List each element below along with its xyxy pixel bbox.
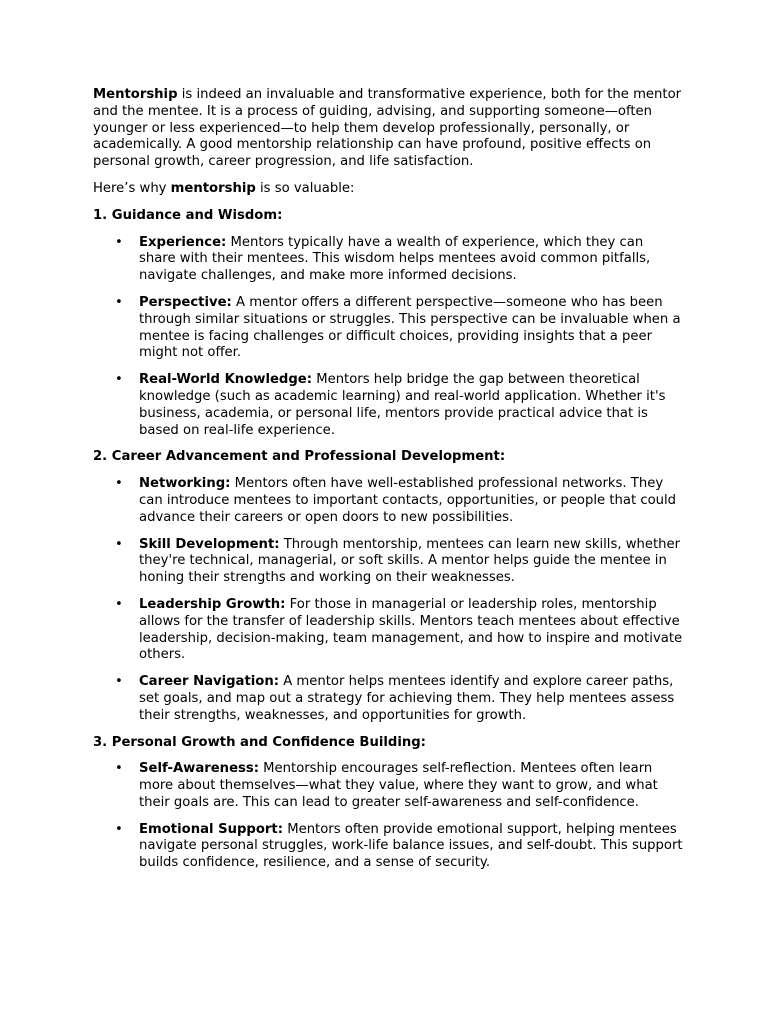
item-text: A mentor offers a different perspective—someone who has been through similar situations or struggles. This perspective can be invaluable when a mentee is facing challenges or difficult choices, providing insights that a peer might not offer. bbox=[139, 294, 681, 361]
item-term: Skill Development: bbox=[139, 536, 280, 552]
item-text: A mentor helps mentees identify and explore career paths, set goals, and map out a strategy for achieving them. They help mentees assess their strengths, weaknesses, and opportunities for growth. bbox=[139, 674, 675, 723]
list-item bbox=[93, 476, 683, 526]
item-term: Networking: bbox=[139, 476, 231, 492]
item-text: Mentors often provide emotional support, helping mentees navigate personal struggles, work-life balance issues, and self-doubt. This support builds confidence, resilience, and a sense of security. bbox=[139, 821, 683, 871]
bullet-list bbox=[93, 235, 683, 440]
item-term: Leadership Growth: bbox=[139, 596, 286, 612]
section-career bbox=[93, 449, 683, 724]
bullet-icon: • bbox=[115, 821, 123, 837]
item-text: Mentors often have well-established professional networks. They can introduce mentees to important contacts, opportunities, or people that could advance their careers or open doors to new possibilities. bbox=[139, 476, 677, 525]
intro-paragraph bbox=[93, 87, 683, 171]
item-text: For those in managerial or leadership roles, mentorship allows for the transfer of leadership skills. Mentors teach mentees about effective leadership, decision-making, team management, and how to inspire and motivate others. bbox=[139, 596, 683, 663]
item-text: Mentors help bridge the gap between theoretical knowledge (such as academic learning) and real-world application. Whether it's business, academia, or personal life, mentors provide practical advice that is based on real-life experience. bbox=[139, 372, 666, 438]
list-item bbox=[93, 597, 683, 664]
bullet-icon: • bbox=[115, 294, 123, 310]
list-item bbox=[93, 372, 683, 439]
why-paragraph bbox=[93, 181, 683, 198]
section-personal-growth bbox=[93, 735, 683, 873]
item-text: Through mentorship, mentees can learn new skills, whether they're technical, managerial, or soft skills. A mentor helps guide the mentee in honing their strengths and working on their weaknesses. bbox=[139, 536, 681, 586]
intro-text: is indeed an invaluable and transformative experience, both for the mentor and the mentee. It is a process of guiding, advising, and supporting someone—often younger or less experienced—to help them develop professionally, personally, or academically. A good mentorship relationship can have profound, positive effects on personal growth, career progression, and life satisfaction. bbox=[93, 87, 682, 170]
why-post: is so valuable: bbox=[255, 180, 355, 196]
item-text: Mentorship encourages self-reflection. Mentees often learn more about themselves—what they value, where they want to grow, and what their goals are. This can lead to greater self-awareness and self-confidence. bbox=[139, 761, 658, 810]
list-item bbox=[93, 235, 683, 285]
list-item bbox=[93, 537, 683, 587]
item-term: Emotional Support: bbox=[139, 821, 284, 837]
document-page bbox=[93, 87, 683, 882]
item-term: Perspective: bbox=[139, 294, 232, 310]
list-item bbox=[93, 674, 683, 724]
item-term: Self-Awareness: bbox=[139, 761, 259, 777]
bullet-icon: • bbox=[115, 234, 123, 250]
why-bold: mentorship bbox=[170, 180, 256, 196]
item-term: Real-World Knowledge: bbox=[139, 372, 313, 388]
list-item bbox=[93, 295, 683, 362]
bullet-list bbox=[93, 476, 683, 724]
intro-lead: Mentorship bbox=[93, 87, 178, 102]
section-heading: 1. Guidance and Wisdom: bbox=[93, 207, 283, 223]
bullet-icon: • bbox=[115, 761, 123, 777]
section-heading: 2. Career Advancement and Professional Development: bbox=[93, 449, 506, 465]
bullet-icon: • bbox=[115, 476, 123, 492]
bullet-list bbox=[93, 761, 683, 872]
bullet-icon: • bbox=[115, 596, 123, 612]
section-heading: 3. Personal Growth and Confidence Building: bbox=[93, 734, 426, 750]
bullet-icon: • bbox=[115, 372, 123, 388]
list-item bbox=[93, 761, 683, 811]
item-text: Mentors typically have a wealth of experience, which they can share with their mentees. This wisdom helps mentees avoid common pitfalls, navigate challenges, and make more informed decisions. bbox=[139, 234, 651, 284]
list-item bbox=[93, 822, 683, 872]
bullet-icon: • bbox=[115, 536, 123, 552]
why-pre: Here’s why bbox=[93, 180, 171, 196]
item-term: Experience: bbox=[139, 234, 227, 250]
section-guidance bbox=[93, 208, 683, 440]
bullet-icon: • bbox=[115, 674, 123, 690]
item-term: Career Navigation: bbox=[139, 674, 280, 690]
